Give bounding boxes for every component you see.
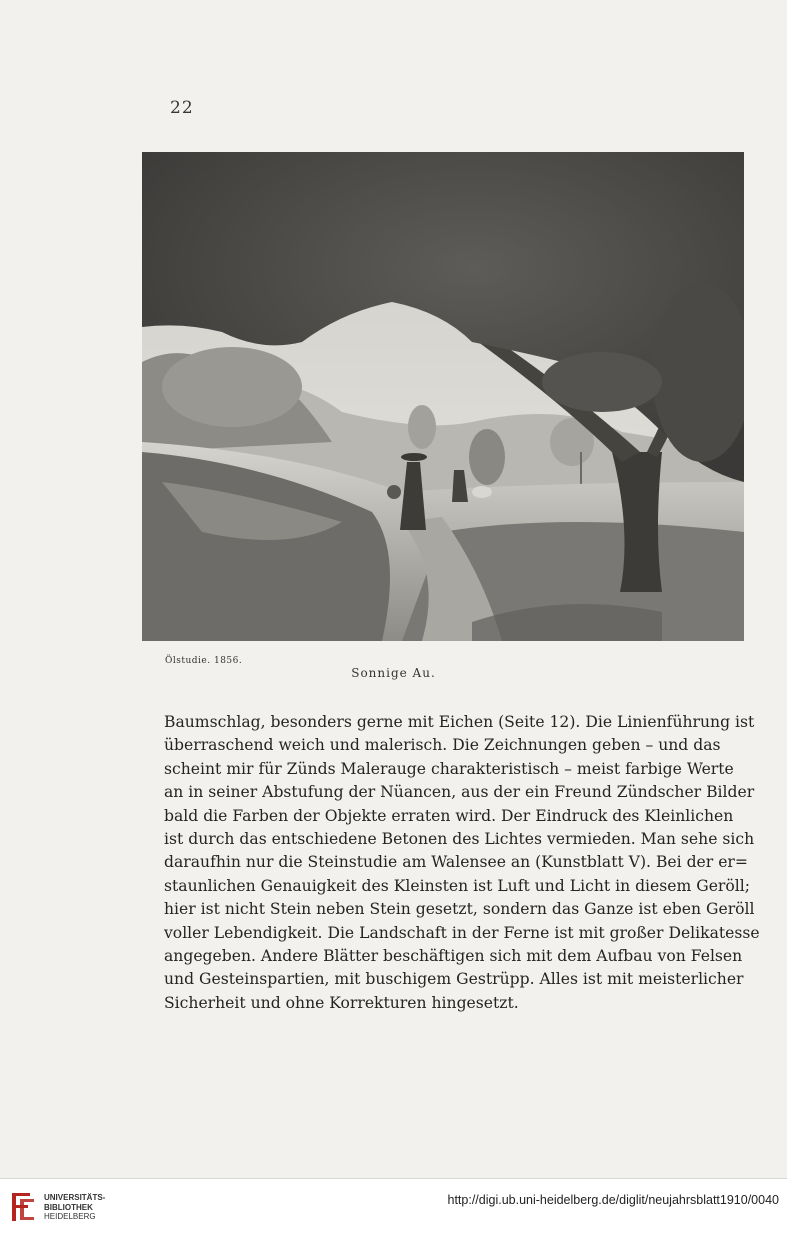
library-name-line1: UNIVERSITÄTS-	[44, 1193, 106, 1202]
body-text	[164, 711, 760, 1015]
landscape-painting-image	[142, 152, 744, 641]
university-library-logo-icon	[8, 1187, 38, 1227]
text-line: voller Lebendigkeit. Die Landschaft in der Ferne ist mit großer Delikatesse	[164, 923, 760, 942]
library-footer	[0, 1178, 787, 1235]
text-line: Baumschlag, besonders gerne mit Eichen (Seite 12). Die Linienführung ist	[164, 713, 755, 731]
text-line: an in seiner Abstufung der Nüancen, aus der ein Freund Zündscher Bilder	[164, 783, 755, 802]
landscape-painting-plate	[142, 152, 744, 641]
text-line: angegeben. Andere Blätter beschäftigen sich mit dem Aufbau von Felsen	[164, 946, 743, 965]
text-line: staunlichen Genauigkeit des Kleinsten ist Luft und Licht in diesem Geröll;	[164, 876, 751, 895]
text-line: hier ist nicht Stein neben Stein gesetzt, sondern das Ganze ist eben Geröll	[164, 900, 755, 919]
text-line: und Gesteinspartien, mit buschigem Gestrüpp. Alles ist mit meisterlicher	[164, 970, 744, 989]
text-line: bald die Farben der Objekte erraten wird. Der Eindruck des Kleinlichen	[164, 806, 734, 825]
text-line: ist durch das entschiedene Betonen des Lichtes vermieden. Man sehe sich	[164, 829, 755, 848]
page-number: 22	[170, 98, 194, 118]
library-name	[44, 1193, 105, 1222]
text-line: überraschend weich und malerisch. Die Zeichnungen geben – und das	[164, 736, 721, 755]
library-name-line3: HEIDELBERG	[44, 1212, 96, 1221]
permalink-url[interactable]: http://digi.ub.uni-heidelberg.de/diglit/neujahrsblatt1910/0040	[447, 1193, 779, 1207]
figure-caption-medium: Ölstudie. 1856.	[165, 656, 243, 666]
text-line: Sicherheit und ohne Korrekturen hingesetzt.	[164, 993, 519, 1012]
text-line: daraufhin nur die Steinstudie am Walensee an (Kunstblatt V). Bei der er=	[164, 853, 748, 872]
text-line: scheint mir für Zünds Malerauge charakteristisch – meist farbige Werte	[164, 759, 734, 778]
library-name-line2: BIBLIOTHEK	[44, 1202, 93, 1212]
figure-caption-title: Sonnige Au.	[351, 666, 436, 680]
